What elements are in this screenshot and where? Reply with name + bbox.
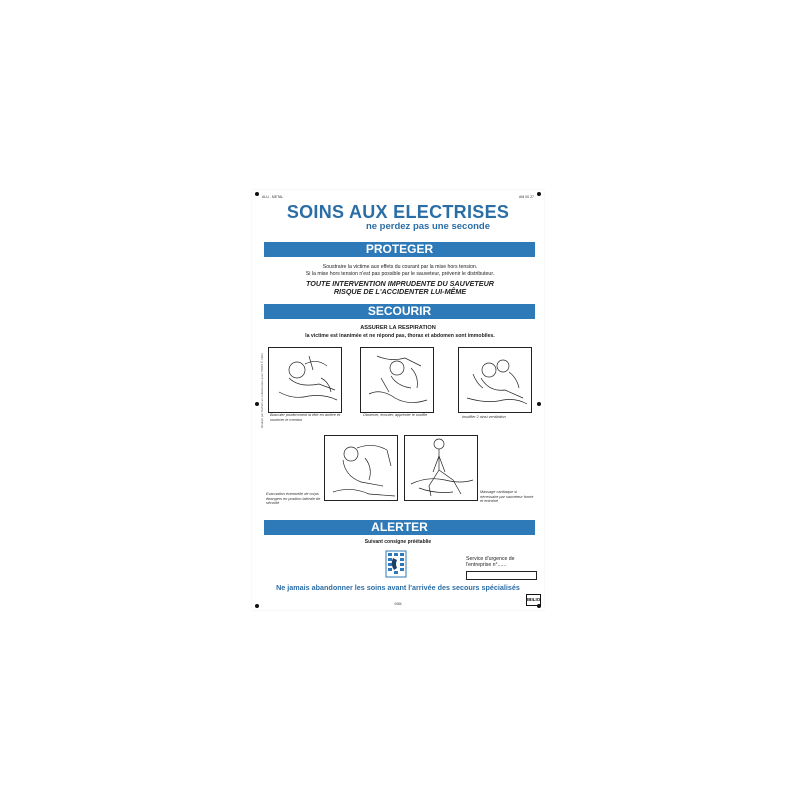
secourir-intro: la victime est inanimée et ne répond pas, thorax et abdomen sont immobiles. (305, 333, 495, 339)
mount-hole (255, 402, 259, 406)
urgence-label (466, 556, 515, 569)
phone-icon (385, 550, 407, 578)
section-band-proteger: PROTEGER (264, 242, 535, 257)
caption-observe-breath: Observer, écouter, apprécier le souffle (362, 413, 428, 417)
mount-hole (537, 402, 541, 406)
proteger-line-2: Si la mise hors tension n'est pas possible par le sauveteur, prévenir le distributeur. (305, 270, 495, 277)
mount-hole (255, 192, 259, 196)
proteger-warning-1: TOUTE INTERVENTION IMPRUDENTE DU SAUVETEUR (306, 279, 494, 288)
section-band-secourir: SECOURIR (264, 304, 535, 319)
alerter-consigne: Suivant consigne préétablie (364, 539, 432, 545)
caption-insufflation: Insuffler 2 ainsi ventilation (462, 415, 506, 419)
poster-subtitle: ne perdez pas une seconde (365, 221, 491, 232)
poster-code: 0084 (394, 602, 402, 606)
section-band-alerter: ALERTER (264, 520, 535, 535)
corner-label-left: ALU - METAL (262, 195, 284, 199)
caption-lateral-position: Evacuation éventuelle de corps étrangers en position latérale de sécurité (266, 492, 321, 506)
caption-cardiac-massage: Massage cardiaque si nécessaire par sauveteur formé et entraîné (480, 490, 534, 504)
secourir-heading: ASSURER LA RESPIRATION (360, 325, 436, 331)
publisher-logo: IBILIO (526, 594, 541, 606)
illustration-cardiac-massage (404, 435, 478, 501)
copyright-vertical: Réalisé par SATEC en collaboration avec l'INRS © 1993 (260, 353, 264, 428)
urgence-line-1: Service d'urgence de (466, 556, 515, 562)
proteger-line-1: Soustraire la victime aux effets du courant par la mise hors tension. (322, 264, 478, 270)
urgence-number-box (466, 571, 537, 580)
footer-warning: Ne jamais abandonner les soins avant l'arrivée des secours spécialisés (276, 583, 520, 592)
illustration-head-tilt (268, 347, 342, 413)
corner-label-right: AM 00 27 (519, 195, 534, 199)
urgence-line-2: l'entreprise n°...... (466, 562, 507, 569)
caption-head-tilt: Basculer prudemment la tête en arrière et soulever le menton (270, 413, 341, 422)
poster-title: SOINS AUX ELECTRISES (286, 202, 510, 222)
illustration-insufflation (458, 347, 532, 413)
illustration-lateral-position (324, 435, 398, 501)
mount-hole (537, 192, 541, 196)
safety-poster (252, 190, 544, 610)
illustration-observe-breath (360, 347, 434, 413)
proteger-warning-2: RISQUE DE L'ACCIDENTER LUI-MÊME (333, 286, 467, 296)
